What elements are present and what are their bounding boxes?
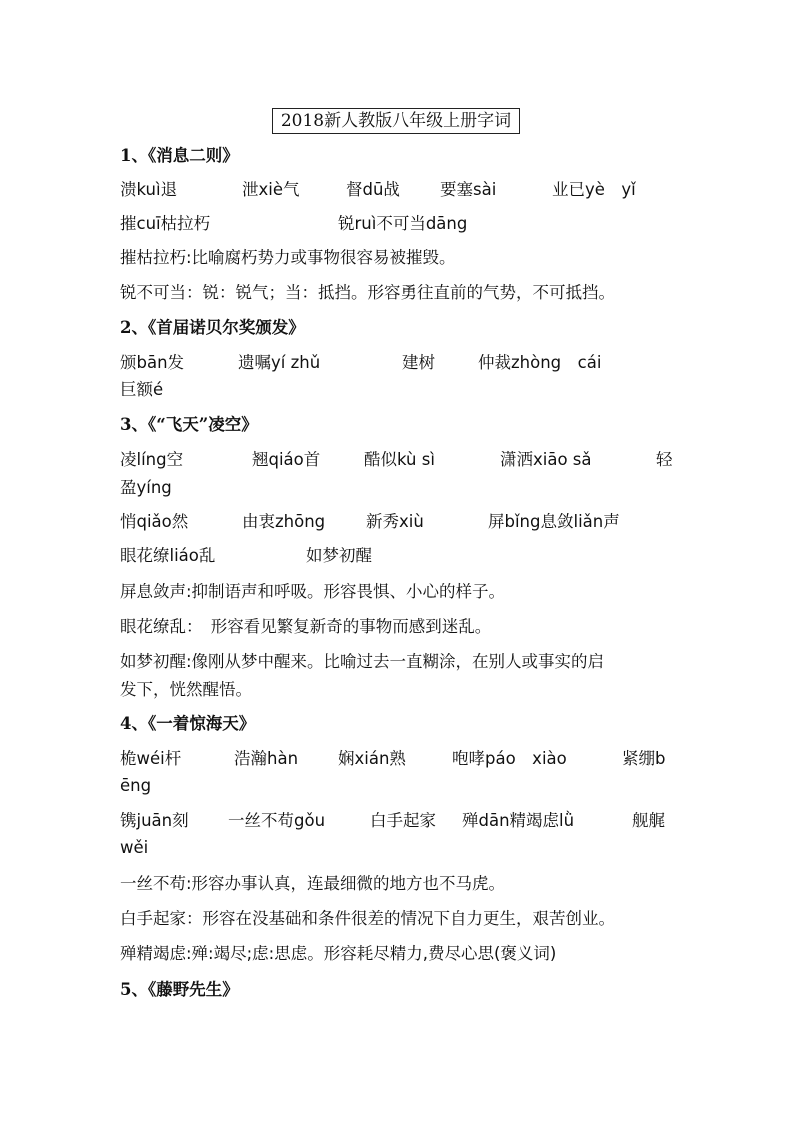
section-4-heading: 4、《一着惊海天》 [120, 714, 256, 733]
word-item: 悄qiǎo然 [120, 512, 189, 531]
word-item: 桅wéi杆 [120, 749, 182, 768]
section-4-words-row-2-cont: wěi [120, 838, 149, 857]
word-item: 仲裁zhòng cái [478, 353, 602, 372]
definition: 白手起家：形容在没基础和条件很差的情况下自力更生，艰苦创业。 [120, 909, 615, 928]
word-item: 镌juān刻 [120, 811, 189, 830]
definition-cont: 发下，恍然醒悟。 [120, 680, 252, 699]
word-item: 建树 [402, 353, 435, 372]
section-1-heading: 1、《消息二则》 [120, 146, 239, 165]
section-3-heading: 3、《“飞天”凌空》 [120, 415, 258, 434]
word-item: 要塞sài [440, 180, 497, 199]
definition: 锐不可当：锐：锐气；当：抵挡。形容勇往直前的气势，不可抵挡。 [120, 283, 615, 302]
document-title: 2018新人教版八年级上册字词 [272, 108, 520, 134]
word-item: 浩瀚hàn [234, 749, 299, 768]
word-item: 摧cuī枯拉朽 [120, 214, 211, 233]
word-item: 新秀xiù [366, 512, 424, 531]
word-item: 潇洒xiāo sǎ [500, 450, 592, 469]
word-item: 业已yè yǐ [552, 180, 636, 199]
section-5-heading: 5、《藤野先生》 [120, 980, 239, 999]
word-item: 凌líng空 [120, 450, 184, 469]
word-item: 屏bǐng息敛liǎn声 [488, 512, 620, 531]
word-item: 锐ruì不可当dāng [338, 214, 468, 233]
word-item: 酷似kù sì [364, 450, 435, 469]
word-item: 轻 [656, 450, 673, 469]
section-3-words-row-1-cont: 盈yíng [120, 478, 172, 497]
word-item: 咆哮páo xiào [452, 749, 567, 768]
word-item: 紧绷b [622, 749, 666, 768]
definition: 摧枯拉朽:比喻腐朽势力或事物很容易被摧毁。 [120, 248, 456, 267]
definition: 眼花缭乱： 形容看见繁复新奇的事物而感到迷乱。 [120, 617, 492, 636]
word-item: 翘qiáo首 [252, 450, 321, 469]
word-item: 遗嘱yí zhǔ [238, 353, 321, 372]
definition: 一丝不苟:形容办事认真，连最细微的地方也不马虎。 [120, 874, 506, 893]
word-item: 泄xiè气 [242, 180, 300, 199]
definition: 殚精竭虑:殚:竭尽;虑:思虑。形容耗尽精力,费尽心思(褒义词) [120, 944, 557, 963]
word-item: 如梦初醒 [306, 546, 372, 565]
definition: 屏息敛声:抑制语声和呼吸。形容畏惧、小心的样子。 [120, 582, 506, 601]
word-item: 娴xián熟 [338, 749, 406, 768]
section-2-words-row-1-cont: 巨额é [120, 380, 164, 399]
section-4-words-row-1-cont: ēng [120, 776, 152, 795]
word-item: 舰艉 [632, 811, 665, 830]
section-2-heading: 2、《首届诺贝尔奖颁发》 [120, 318, 305, 337]
word-item: 颁bān发 [120, 353, 185, 372]
word-item: 一丝不苟gǒu [228, 811, 326, 830]
word-item: 溃kuì退 [120, 180, 178, 199]
word-item: 白手起家 [370, 811, 436, 830]
word-item: 殚dān精竭虑lǜ [462, 811, 575, 830]
word-item: 眼花缭liáo乱 [120, 546, 216, 565]
definition: 如梦初醒:像刚从梦中醒来。比喻过去一直糊涂，在别人或事实的启 [120, 652, 605, 671]
word-item: 由衷zhōng [242, 512, 326, 531]
word-item: 督dū战 [346, 180, 400, 199]
